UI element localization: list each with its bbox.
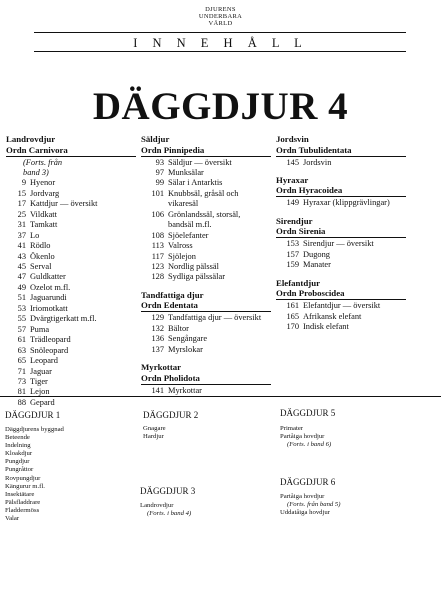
entry-list xyxy=(141,386,271,396)
page-number: 51 xyxy=(17,293,26,303)
page-number: 108 xyxy=(151,230,164,240)
entry-title: Knubbsäl, gråsäl och xyxy=(168,188,239,198)
toc-entry xyxy=(141,345,271,355)
volume-1-list xyxy=(5,426,64,523)
group-heading: Tandfattiga djur xyxy=(141,289,204,300)
page-number: 136 xyxy=(151,334,164,344)
toc-entry xyxy=(6,210,136,220)
page-number: 159 xyxy=(286,260,299,270)
entry-title: Ozelot m.fl. xyxy=(30,282,71,292)
series-line-2: UNDERBARA xyxy=(198,13,243,20)
toc-entry xyxy=(141,231,271,241)
toc-column-3 xyxy=(276,134,406,333)
volume-item: Primater xyxy=(280,425,304,432)
toc-entry xyxy=(6,377,136,387)
page-number: 113 xyxy=(151,241,164,251)
volume-5-list xyxy=(280,425,331,449)
entry-title: Hyenor xyxy=(30,178,56,188)
volume-3-list xyxy=(140,502,191,518)
entry-list xyxy=(276,239,406,270)
page-number: 137 xyxy=(151,344,164,354)
toc-entry xyxy=(276,312,406,322)
volume-6-title: DÄGGDJUR 6 xyxy=(280,477,336,487)
toc-entry xyxy=(6,220,136,230)
volume-6-list xyxy=(280,493,341,517)
entry-list xyxy=(276,158,406,168)
contents-heading: I N N E H Å L L xyxy=(133,36,308,50)
volume-item: Hardjur xyxy=(143,433,164,441)
page-number: 161 xyxy=(286,301,299,311)
toc-entry xyxy=(6,199,136,209)
page-number: 61 xyxy=(17,335,26,345)
order-heading: Ordn Carnivora xyxy=(6,145,136,157)
page-number: 128 xyxy=(151,272,164,282)
page-number: 31 xyxy=(17,220,26,230)
volume-item: Pungråttor xyxy=(5,466,34,474)
toc-entry xyxy=(141,220,271,230)
toc-entry xyxy=(141,313,271,323)
page-number: 117 xyxy=(151,251,164,261)
toc-entry xyxy=(276,198,406,208)
page-number: 41 xyxy=(17,241,26,251)
page-number: 55 xyxy=(17,314,26,324)
toc-entry xyxy=(6,398,136,408)
page-number: 25 xyxy=(17,209,26,219)
volume-item: Pälsfladdrare xyxy=(5,498,41,506)
toc-entry xyxy=(276,158,406,168)
toc-column-1 xyxy=(6,134,136,408)
volume-item: Insektätare xyxy=(5,490,35,498)
toc-entry xyxy=(6,241,136,251)
toc-entry xyxy=(6,262,136,272)
entry-title: Sjölejon xyxy=(168,251,196,261)
entry-title: Myrslokar xyxy=(168,344,203,354)
entry-title: Indisk elefant xyxy=(303,322,349,332)
page-title: DÄGGDJUR 4 xyxy=(92,85,349,128)
entry-title: Ökenlo xyxy=(30,251,55,261)
entry-title: Tiger xyxy=(30,377,48,387)
volume-item: Beteende xyxy=(5,434,30,442)
entry-title: Nordlig pälssäl xyxy=(168,262,219,272)
entry-title: Manater xyxy=(303,260,331,270)
note-line: (Forts. från xyxy=(23,157,63,167)
toc-entry xyxy=(6,252,136,262)
top-rule xyxy=(34,32,406,33)
entry-list xyxy=(276,301,406,332)
note-line: band 3) xyxy=(23,167,49,177)
page-number: 165 xyxy=(286,311,299,321)
order-heading: Ordn Edentata xyxy=(141,300,271,312)
volumes-rule xyxy=(0,396,441,397)
volume-item: Gnagare xyxy=(143,425,166,432)
page-number: 145 xyxy=(286,157,299,167)
entry-list xyxy=(141,313,271,355)
entry-title: Jaguarundi xyxy=(30,293,67,303)
volume-3-title: DÄGGDJUR 3 xyxy=(140,486,196,496)
page-number: 99 xyxy=(155,178,164,188)
volume-item: Partåiga hovdjur xyxy=(280,493,325,500)
series-line-3: VÄRLD xyxy=(208,20,233,27)
entry-title: Trädleopard xyxy=(30,335,71,345)
entry-title: Sengångare xyxy=(168,334,208,344)
entry-title: Grönlandssäl, storsäl, xyxy=(168,209,241,219)
entry-title: Jordvarg xyxy=(30,188,60,198)
page-number: 15 xyxy=(17,188,26,198)
page-number: 97 xyxy=(155,167,164,177)
entry-title: vikaresäl xyxy=(168,199,199,209)
entry-title: Bältor xyxy=(168,323,189,333)
toc-entry xyxy=(276,239,406,249)
entry-title: bandsäl m.fl. xyxy=(168,220,212,230)
entry-title: Sjöelefanter xyxy=(168,230,209,240)
volume-item: Partåiga hovdjur xyxy=(280,433,325,441)
page-number: 37 xyxy=(17,230,26,240)
toc-entry xyxy=(141,241,271,251)
entry-title: Sydliga pälssälar xyxy=(168,272,225,282)
volume-item: Uddatåiga hovdjur xyxy=(280,509,330,517)
toc-entry xyxy=(141,189,271,199)
entry-list xyxy=(276,198,406,208)
toc-entry xyxy=(6,178,136,188)
page-number: 149 xyxy=(286,198,299,208)
entry-title: Puma xyxy=(30,324,50,334)
toc-entry xyxy=(141,262,271,272)
toc-entry xyxy=(276,250,406,260)
toc-entry xyxy=(6,346,136,356)
entry-title: Tandfattiga djur — översikt xyxy=(168,313,262,323)
entry-title: Dvärgtigerkatt m.fl. xyxy=(30,314,97,324)
page-number: 88 xyxy=(17,397,26,407)
continuation-note: (Forts. i band 4) xyxy=(147,510,192,518)
page-number: 101 xyxy=(151,188,164,198)
toc-entry xyxy=(6,304,136,314)
group-heading: Landrovdjur xyxy=(6,134,56,144)
order-heading: Ordn Pinnipedia xyxy=(141,145,271,157)
page-number: 123 xyxy=(151,262,164,272)
toc-entry xyxy=(276,260,406,270)
order-heading: Ordn Sirenia xyxy=(276,226,406,238)
continuation-note: (Forts. från band 5) xyxy=(287,501,341,509)
page-number: 43 xyxy=(17,251,26,261)
entry-title: Valross xyxy=(168,241,193,251)
entry-list xyxy=(141,158,271,283)
entry-title: Elefantdjur — översikt xyxy=(303,301,381,311)
entry-title: Serval xyxy=(30,262,52,272)
page-number: 63 xyxy=(17,345,26,355)
page-number: 81 xyxy=(17,387,26,397)
entry-title: Säldjur — översikt xyxy=(168,157,232,167)
entry-title: Snöleopard xyxy=(30,345,69,355)
toc-entry xyxy=(6,189,136,199)
entry-title: Hyraxar (klippgrävlingar) xyxy=(303,198,390,208)
page-number: 45 xyxy=(17,262,26,272)
order-heading: Ordn Pholidota xyxy=(141,373,271,385)
continuation-note: (Forts. i band 6) xyxy=(287,441,332,449)
volume-item: Indelning xyxy=(5,442,31,450)
volume-1-title: DÄGGDJUR 1 xyxy=(5,410,61,420)
continuation-note xyxy=(6,158,136,179)
page-number: 9 xyxy=(21,178,26,188)
toc-entry xyxy=(276,301,406,311)
entry-title: Guldkatter xyxy=(30,272,66,282)
entry-title: Lejon xyxy=(30,387,50,397)
volume-item: Pungdjur xyxy=(5,458,30,466)
toc-entry xyxy=(6,325,136,335)
toc-entry xyxy=(141,324,271,334)
group-heading: Hyraxar xyxy=(276,174,309,185)
volume-item: Däggdjurens byggnad xyxy=(5,426,64,433)
order-heading: Ordn Proboscidea xyxy=(276,288,406,300)
toc-entry xyxy=(6,367,136,377)
entry-title: Tamkatt xyxy=(30,220,58,230)
volume-item: Valar xyxy=(5,515,20,523)
toc-entry xyxy=(6,335,136,345)
entry-title: Gepard xyxy=(30,397,55,407)
toc-entry xyxy=(141,168,271,178)
volume-item: Kloakdjur xyxy=(5,450,33,458)
entry-title: Jordsvin xyxy=(303,157,332,167)
page-number: 17 xyxy=(17,199,26,209)
entry-list xyxy=(6,178,136,408)
page-number: 153 xyxy=(286,239,299,249)
page-number: 57 xyxy=(17,324,26,334)
page-number: 71 xyxy=(17,366,26,376)
toc-entry xyxy=(6,231,136,241)
toc-entry xyxy=(141,199,271,209)
volume-item: Landrovdjur xyxy=(140,502,174,509)
entry-title: Munksälar xyxy=(168,167,204,177)
volume-item: Fladdermöss xyxy=(5,506,40,514)
volume-2-list xyxy=(143,425,166,441)
group-heading: Sirendjur xyxy=(276,215,313,226)
page-number: 73 xyxy=(17,377,26,387)
page-number: 47 xyxy=(17,272,26,282)
toc-entry xyxy=(141,334,271,344)
entry-title: Vildkatt xyxy=(30,209,57,219)
group-heading: Myrkottar xyxy=(141,362,182,373)
group-heading: Elefantdjur xyxy=(276,277,320,288)
volume-item: Rovpungdjur xyxy=(5,474,41,482)
volume-2-title: DÄGGDJUR 2 xyxy=(143,410,199,420)
page-number: 53 xyxy=(17,303,26,313)
toc-entry xyxy=(141,386,271,396)
page-number: 132 xyxy=(151,323,164,333)
toc-entry xyxy=(141,210,271,220)
entry-title: Rödlo xyxy=(30,241,51,251)
page-number xyxy=(141,220,168,230)
toc-entry xyxy=(6,283,136,293)
entry-title: Iriomotkatt xyxy=(30,303,68,313)
toc-entry xyxy=(141,158,271,168)
heading-rule xyxy=(34,51,406,52)
series-title xyxy=(0,6,441,27)
page-number: 141 xyxy=(151,385,164,395)
entry-title: Afrikansk elefant xyxy=(303,311,362,321)
entry-title: Dugong xyxy=(303,249,330,259)
page-number xyxy=(141,199,168,209)
toc-entry xyxy=(141,272,271,282)
group-heading: Säldjur xyxy=(141,134,170,144)
entry-title: Leopard xyxy=(30,356,58,366)
toc-entry xyxy=(6,293,136,303)
entry-title: Lo xyxy=(30,230,40,240)
toc-entry xyxy=(6,272,136,282)
toc-entry xyxy=(276,322,406,332)
page-number: 157 xyxy=(286,249,299,259)
toc-entry xyxy=(141,252,271,262)
page-number: 65 xyxy=(17,356,26,366)
toc-entry xyxy=(141,178,271,188)
volume-5-title: DÄGGDJUR 5 xyxy=(280,408,336,418)
entry-title: Sirendjur — översikt xyxy=(303,239,374,249)
order-heading: Ordn Tubulidentata xyxy=(276,145,406,157)
page-number: 49 xyxy=(17,282,26,292)
entry-title: Sälar i Antarktis xyxy=(168,178,223,188)
page-number: 93 xyxy=(155,157,164,167)
page-number: 106 xyxy=(151,209,164,219)
volume-item: Kängurur m.fl. xyxy=(5,482,45,490)
page-number: 129 xyxy=(151,313,164,323)
order-heading: Ordn Hyracoidea xyxy=(276,185,406,197)
entry-title: Jaguar xyxy=(30,366,52,376)
toc-entry xyxy=(6,356,136,366)
entry-title: Myrkottar xyxy=(168,385,202,395)
entry-title: Kattdjur — översikt xyxy=(30,199,98,209)
toc-column-2 xyxy=(141,134,271,396)
group-heading: Jordsvin xyxy=(276,134,309,144)
series-line-1: DJURENS xyxy=(205,6,236,13)
page-number: 170 xyxy=(286,322,299,332)
toc-entry xyxy=(6,314,136,324)
